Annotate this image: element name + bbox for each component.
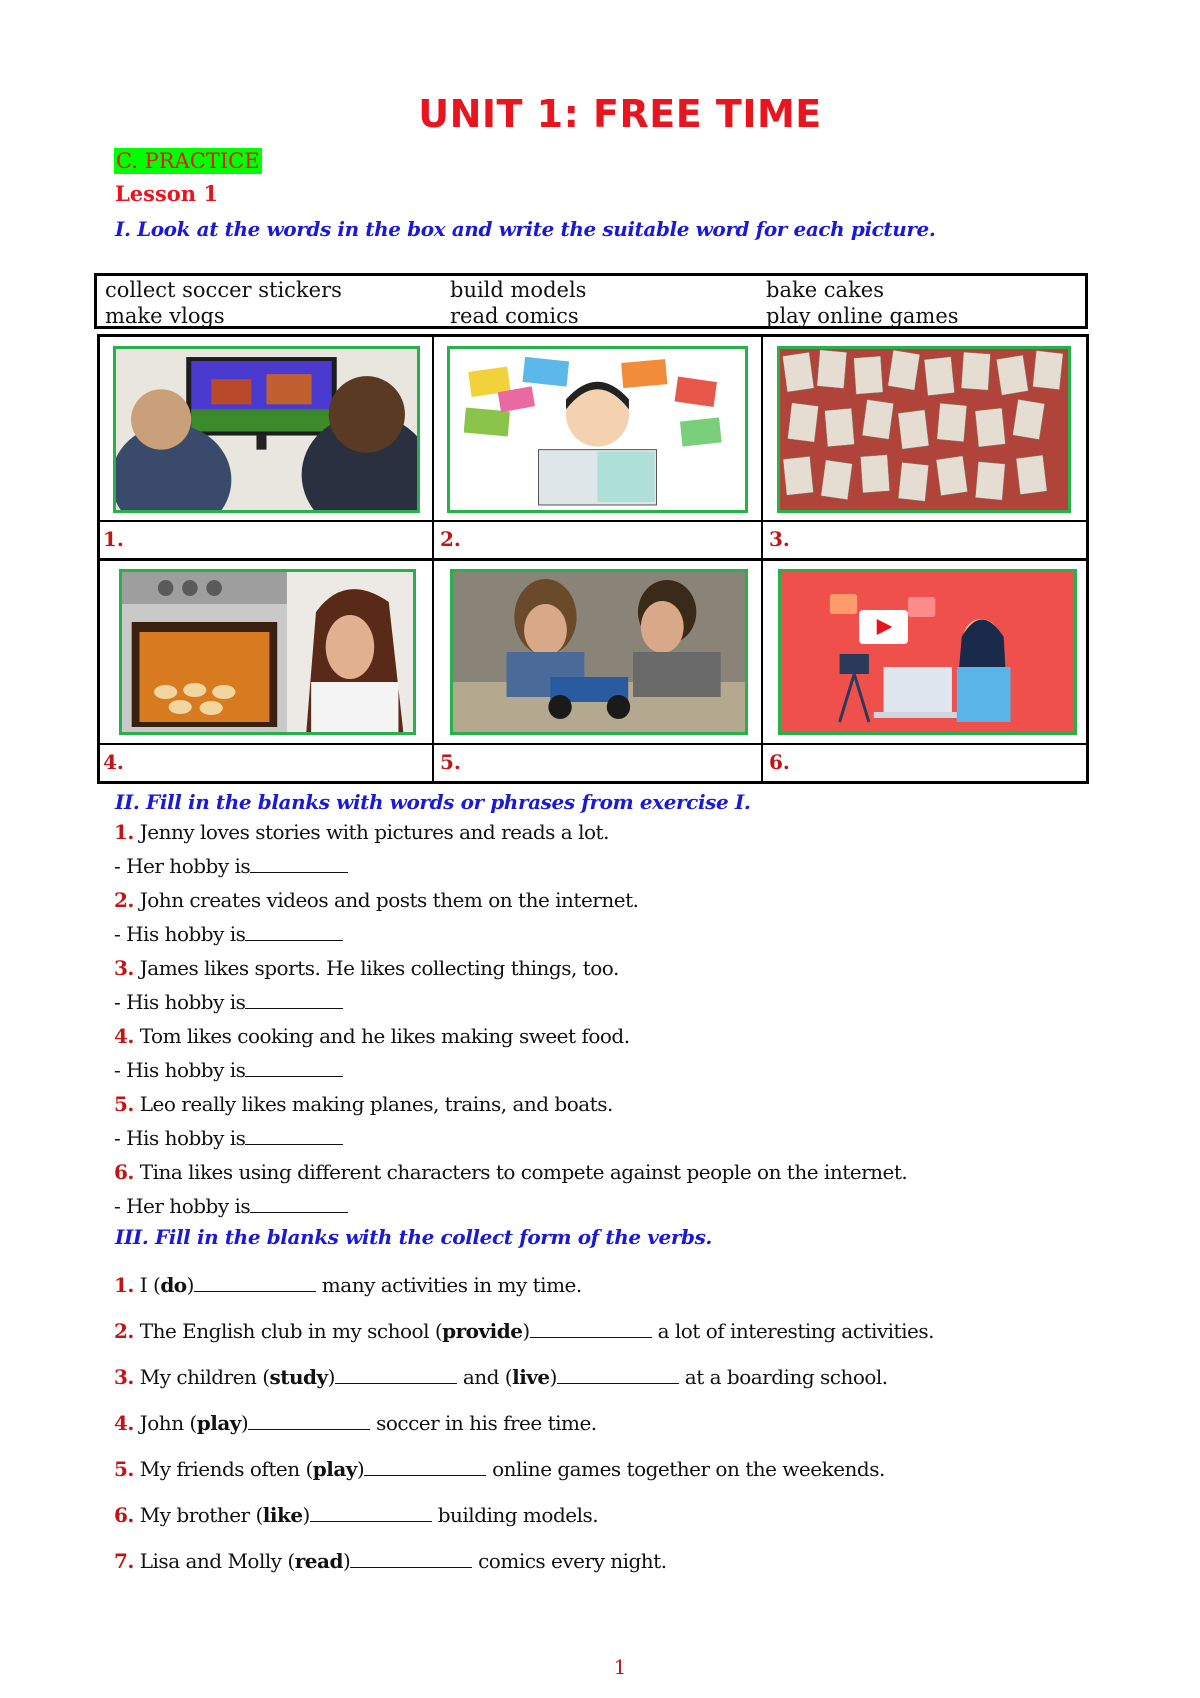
- answer-blank[interactable]: [557, 1365, 679, 1384]
- section-heading: C. PRACTICE: [116, 149, 260, 173]
- question-text: John (: [139, 1411, 197, 1435]
- question-number: 6.: [114, 1160, 134, 1184]
- picture-label: 3.: [769, 527, 790, 551]
- table-border: [761, 334, 763, 784]
- answer-blank[interactable]: [250, 1194, 348, 1213]
- question-text: ): [302, 1503, 310, 1527]
- table-border: [97, 520, 1089, 522]
- answer-blank[interactable]: [245, 990, 343, 1009]
- question-text: ): [522, 1319, 530, 1343]
- answer-blank[interactable]: [530, 1319, 652, 1338]
- question-text: comics every night.: [472, 1549, 667, 1573]
- question-text: ): [549, 1365, 557, 1389]
- question-text: James likes sports. He likes collecting things, too.: [139, 956, 619, 980]
- question-number: 4.: [114, 1411, 134, 1435]
- table-border: [97, 558, 1089, 561]
- picture-table: [97, 334, 1089, 784]
- question-text: online games together on the weekends.: [486, 1457, 885, 1481]
- question-line: [114, 820, 609, 844]
- question-text: Tina likes using different characters to compete against people on the internet.: [139, 1160, 908, 1184]
- exercise3-instruction: III. Fill in the blanks with the collect form of the verbs.: [115, 1225, 712, 1249]
- question-text: I (: [139, 1273, 161, 1297]
- picture-label: 5.: [440, 750, 461, 774]
- answer-line: [114, 1058, 343, 1082]
- question-text: and (: [456, 1365, 513, 1389]
- question-text: ): [342, 1549, 351, 1573]
- picture-label: 4.: [103, 750, 124, 774]
- table-border: [97, 334, 100, 784]
- verb-question: [114, 1411, 597, 1435]
- word-box-item: make vlogs: [105, 304, 225, 328]
- verb: do: [160, 1273, 187, 1297]
- answer-blank[interactable]: [350, 1549, 472, 1568]
- question-number: 1.: [114, 820, 134, 844]
- answer-blank[interactable]: [245, 1126, 343, 1145]
- question-text: Lisa and Molly (: [139, 1549, 295, 1573]
- question-text: The English club in my school (: [139, 1319, 443, 1343]
- verb-question: [114, 1319, 934, 1343]
- answer-blank[interactable]: [310, 1503, 432, 1522]
- word-box-item: read comics: [450, 304, 579, 328]
- question-line: [114, 1024, 630, 1048]
- question-text: at a boarding school.: [678, 1365, 888, 1389]
- question-number: 7.: [114, 1549, 134, 1573]
- answer-line: [114, 854, 348, 878]
- verb: read: [294, 1549, 343, 1573]
- answer-blank[interactable]: [194, 1273, 316, 1292]
- answer-prefix: - His hobby is: [114, 1126, 246, 1150]
- question-line: [114, 888, 638, 912]
- question-text: soccer in his free time.: [370, 1411, 597, 1435]
- table-border: [1086, 334, 1089, 784]
- picture-label: 2.: [440, 527, 461, 551]
- question-text: building models.: [431, 1503, 599, 1527]
- answer-line: [114, 1126, 343, 1150]
- picture-make-vlogs: [778, 569, 1077, 735]
- page-number: 1: [613, 1655, 627, 1679]
- question-text: a lot of interesting activities.: [651, 1319, 934, 1343]
- exercise1-instruction: I. Look at the words in the box and write the suitable word for each picture.: [115, 217, 936, 241]
- question-number: 3.: [114, 1365, 134, 1389]
- question-number: 3.: [114, 956, 134, 980]
- answer-blank[interactable]: [245, 1058, 343, 1077]
- table-border: [97, 334, 1089, 337]
- answer-blank[interactable]: [335, 1365, 457, 1384]
- verb: provide: [442, 1319, 523, 1343]
- question-number: 5.: [114, 1457, 134, 1481]
- question-text: Leo really likes making planes, trains, and boats.: [139, 1092, 613, 1116]
- exercise2-instruction: II. Fill in the blanks with words or phrases from exercise I.: [115, 790, 751, 814]
- verb-question: [114, 1503, 598, 1527]
- answer-blank[interactable]: [245, 922, 343, 941]
- verb-question: [114, 1457, 885, 1481]
- lesson-heading: Lesson 1: [115, 181, 218, 206]
- table-border: [97, 781, 1089, 784]
- verb: live: [512, 1365, 550, 1389]
- picture-online-games: [113, 346, 420, 513]
- picture-label: 1.: [103, 527, 124, 551]
- verb: play: [312, 1457, 357, 1481]
- question-number: 2.: [114, 888, 134, 912]
- table-border: [432, 334, 434, 784]
- question-text: ): [186, 1273, 194, 1297]
- verb: like: [262, 1503, 303, 1527]
- word-box-item: play online games: [766, 304, 959, 328]
- verb-question: [114, 1273, 582, 1297]
- question-text: ): [356, 1457, 365, 1481]
- picture-build-models: [450, 569, 748, 735]
- question-line: [114, 956, 619, 980]
- question-number: 2.: [114, 1319, 134, 1343]
- picture-bake-cakes: [119, 569, 416, 735]
- answer-prefix: - His hobby is: [114, 1058, 246, 1082]
- verb: play: [196, 1411, 241, 1435]
- question-text: ): [327, 1365, 335, 1389]
- answer-line: [114, 922, 343, 946]
- verb-question: [114, 1549, 667, 1573]
- question-line: [114, 1160, 907, 1184]
- question-text: ): [240, 1411, 249, 1435]
- answer-prefix: - Her hobby is: [114, 854, 251, 878]
- picture-soccer-stickers: [777, 346, 1071, 513]
- question-text: many activities in my time.: [315, 1273, 582, 1297]
- verb: study: [269, 1365, 328, 1389]
- question-text: My children (: [139, 1365, 270, 1389]
- table-border: [97, 743, 1089, 745]
- word-box-item: bake cakes: [766, 278, 885, 302]
- answer-blank[interactable]: [364, 1457, 486, 1476]
- question-text: Jenny loves stories with pictures and reads a lot.: [139, 820, 609, 844]
- answer-blank[interactable]: [248, 1411, 370, 1430]
- answer-prefix: - His hobby is: [114, 922, 246, 946]
- question-text: My friends often (: [139, 1457, 313, 1481]
- question-number: 5.: [114, 1092, 134, 1116]
- verb-question: [114, 1365, 888, 1389]
- question-text: Tom likes cooking and he likes making sweet food.: [139, 1024, 630, 1048]
- word-box: [94, 273, 1088, 329]
- question-text: John creates videos and posts them on the internet.: [139, 888, 639, 912]
- question-number: 1.: [114, 1273, 134, 1297]
- question-number: 4.: [114, 1024, 134, 1048]
- picture-label: 6.: [769, 750, 790, 774]
- question-text: My brother (: [139, 1503, 263, 1527]
- word-box-item: build models: [450, 278, 587, 302]
- answer-line: [114, 1194, 348, 1218]
- answer-line: [114, 990, 343, 1014]
- picture-read-comics: [447, 346, 748, 513]
- answer-prefix: - Her hobby is: [114, 1194, 251, 1218]
- page-title: UNIT 1: FREE TIME: [418, 92, 822, 136]
- answer-prefix: - His hobby is: [114, 990, 246, 1014]
- word-box-item: collect soccer stickers: [105, 278, 342, 302]
- answer-blank[interactable]: [250, 854, 348, 873]
- question-number: 6.: [114, 1503, 134, 1527]
- question-line: [114, 1092, 613, 1116]
